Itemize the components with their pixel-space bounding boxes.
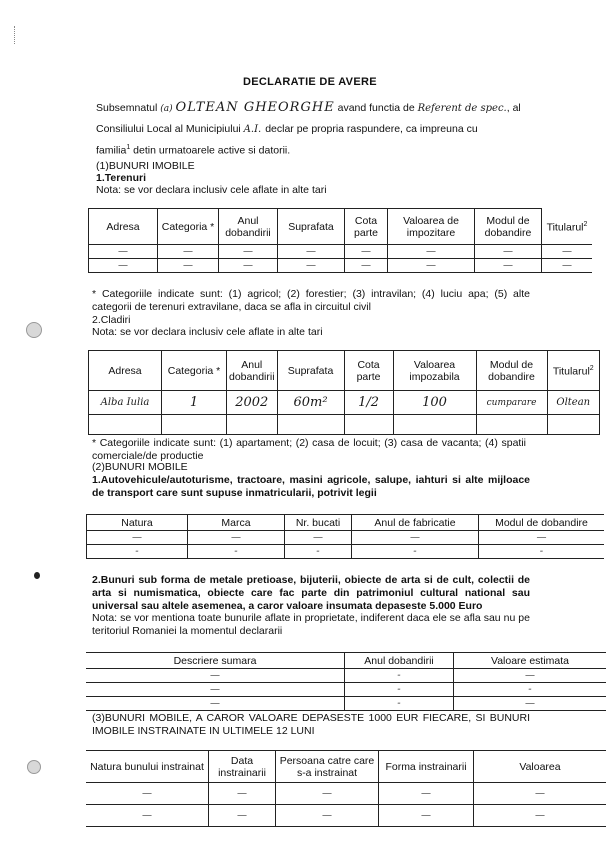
alien-cell: — [86,783,209,805]
intro-subsemnatul: Subsemnatul [96,102,158,114]
bld-col-categoria: Categoria * [162,351,227,391]
val-cell: - [345,683,454,697]
section-1-sub-2: 2.Cladiri [92,314,131,326]
building-footnote: * Categoriile indicate sunt: (1) apartament; (2) casa de locuit; (3) casa de vacanta; (4) spatii comerciale/de productie [92,437,526,462]
land-cell: — [542,245,593,259]
veh-cell: — [285,531,352,545]
alienated-table [86,750,606,827]
land-cell: — [278,245,345,259]
section-2-heading: (2)BUNURI MOBILE [92,461,188,473]
alien-col-valoarea: Valoarea [474,751,607,783]
section-1-note-1: Nota: se vor declara inclusiv cele aflate in alte tari [96,184,327,196]
alien-cell: — [209,783,276,805]
val-col-descriere: Descriere sumara [86,653,345,669]
veh-cell: — [87,531,188,545]
land-col-suprafata: Suprafata [278,209,345,245]
alien-col-persoana: Persoana catre care s-a instrainat [276,751,379,783]
valuables-row [86,683,606,697]
intro-function-label: avand functia de [337,102,415,114]
bld-cota-value: 1/2 [344,391,393,415]
land-cell: — [89,245,158,259]
val-cell: — [86,683,345,697]
declarant-name: OLTEAN GHEORGHE [175,100,335,115]
section-2-note-2: Nota: se vor mentiona toate bunurile aflate in proprietate, indiferent daca ele se afla sau nu pe teritoriul Romaniei la momentul declararii [92,612,530,637]
val-col-anul: Anul dobandirii [345,653,454,669]
veh-col-modul: Modul de dobandire [479,515,605,531]
section-2-sub-1: 1.Autovehicule/autoturisme, tractoare, masini agricole, salupe, iahturi si alte mijloace de transport care sunt supuse inmatricularii, potrivit legii [92,474,530,499]
veh-col-natura: Natura [87,515,188,531]
val-cell: — [454,697,607,711]
bld-anul-value: 2002 [227,391,278,415]
valuables-row [86,669,606,683]
land-cell: — [219,245,278,259]
veh-cell: - [352,545,479,559]
footnote-ref-1: 1 [126,144,131,151]
bld-cell-empty [393,415,476,435]
bld-valoarea-value: 100 [393,391,476,415]
alienated-header-row [86,751,606,783]
valuables-row [86,697,606,711]
vehicles-row [87,531,605,545]
binder-hole-top [26,322,42,338]
land-col-valoarea: Valoarea de impozitare [388,209,475,245]
bld-cell-empty [277,415,344,435]
bld-cell-empty [476,415,547,435]
bld-cell-empty [227,415,278,435]
land-table [88,208,592,273]
bld-titular-sup: 2 [589,365,594,373]
bld-col-suprafata: Suprafata [277,351,344,391]
land-row [89,245,593,259]
city-handwritten: A.I. [243,124,262,135]
land-col-adresa: Adresa [89,209,158,245]
bld-col-cota: Cota parte [344,351,393,391]
intro-declare: declar pe propria raspundere, ca impreuna cu [265,123,478,135]
land-cell: — [89,259,158,273]
alienated-row [86,805,606,827]
alien-col-forma: Forma instrainarii [379,751,474,783]
val-cell: — [86,669,345,683]
bld-col-modul: Modul de dobandire [476,351,547,391]
alien-cell: — [209,805,276,827]
ink-blot [34,572,40,579]
veh-cell: - [188,545,285,559]
bld-col-anul: Anul dobandirii [227,351,278,391]
building-row-empty [89,415,600,435]
bld-cell-empty [547,415,599,435]
binder-hole-bottom [27,760,41,774]
building-table [88,350,600,435]
alien-cell: — [379,805,474,827]
intro-line-2 [96,123,478,136]
intro-line-3 [96,141,290,158]
veh-cell: - [285,545,352,559]
section-3-heading: (3)BUNURI MOBILE, A CAROR VALOARE DEPASESTE 1000 EUR FIECARE, SI BUNURI IMOBILE INSTRAINATE IN ULTIMELE 12 LUNI [92,712,530,737]
bld-titular-label: Titularul [552,365,590,378]
bld-col-titular [547,351,599,391]
alienated-row [86,783,606,805]
veh-cell: - [479,545,605,559]
val-cell: - [345,669,454,683]
veh-cell: — [188,531,285,545]
land-col-modul: Modul de dobandire [475,209,542,245]
alien-col-data: Data instrainarii [209,751,276,783]
vehicles-row [87,545,605,559]
veh-col-nr: Nr. bucati [285,515,352,531]
alien-col-natura: Natura bunului instrainat [86,751,209,783]
land-cell: — [158,259,219,273]
land-col-cota: Cota parte [345,209,388,245]
veh-col-anul: Anul de fabricatie [352,515,479,531]
bld-modul-value: cumparare [476,391,547,415]
bld-col-valoarea: Valoarea impozabila [393,351,476,391]
alien-cell: — [474,783,607,805]
land-cell: — [345,259,388,273]
declarant-function: Referent de spec. [417,103,507,114]
veh-cell: - [87,545,188,559]
vehicles-table [86,514,604,559]
land-cell: — [219,259,278,273]
veh-cell: — [479,531,605,545]
val-cell: - [454,683,607,697]
section-1-note-2: Nota: se vor declara inclusiv cele aflate in alte tari [92,326,323,338]
land-col-anul: Anul dobandirii [219,209,278,245]
valuables-header-row [86,653,606,669]
land-col-titular [542,209,593,245]
bld-categoria-value: 1 [162,391,227,415]
land-cell: — [475,259,542,273]
section-1-sub-1: 1.Terenuri [96,172,146,184]
land-cell: — [388,259,475,273]
bld-titular-value: Oltean [547,391,599,415]
land-titular-sup: 2 [583,221,588,228]
intro-line-1 [96,101,521,116]
alien-cell: — [379,783,474,805]
land-header-row [89,209,593,245]
bld-cell-empty [344,415,393,435]
intro-sex-mark: (a) [160,104,173,114]
val-cell: — [86,697,345,711]
vehicles-header-row [87,515,605,531]
intro-familia: familia [96,144,127,157]
land-footnote: * Categoriile indicate sunt: (1) agricol; (2) forestier; (3) intravilan; (4) luciu apa; (5) alte categorii de terenuri extravilane, daca se afla in circuitul civil [92,288,530,313]
land-cell: — [345,245,388,259]
alien-cell: — [86,805,209,827]
alien-cell: — [276,805,379,827]
val-cell: - [345,697,454,711]
land-cell: — [388,245,475,259]
bld-cell-empty [89,415,162,435]
bld-cell-empty [162,415,227,435]
bld-col-adresa: Adresa [89,351,162,391]
alien-cell: — [474,805,607,827]
bld-suprafata-value: 60m² [277,391,344,415]
land-cell: — [158,245,219,259]
valuables-table [86,652,606,711]
bld-adresa-value: Alba Iulia [89,391,162,415]
land-cell: — [278,259,345,273]
land-titular-label: Titularul [546,221,584,234]
alien-cell: — [276,783,379,805]
building-header-row [89,351,600,391]
intro-assets: detin urmatoarele active si datorii. [133,144,291,157]
veh-col-marca: Marca [188,515,285,531]
intro-comma: , al [506,102,521,114]
val-cell: — [454,669,607,683]
veh-cell: — [352,531,479,545]
page-title: DECLARATIE DE AVERE [243,76,377,88]
building-row [89,391,600,415]
val-col-valoare: Valoare estimata [454,653,607,669]
section-2-sub-2: 2.Bunuri sub forma de metale pretioase, bijuterii, obiecte de arta si de cult, colectii de arta si numismatica, obiecte care fac parte din patrimoniul cultural national sau universal sau altele asemenea, a caror valoare insumata depaseste 5.000 Euro [92,574,530,612]
land-cell: — [542,259,593,273]
land-col-categoria: Categoria * [158,209,219,245]
scan-margin-marks [14,26,17,44]
land-cell: — [475,245,542,259]
section-1-heading: (1)BUNURI IMOBILE [96,160,195,172]
land-row [89,259,593,273]
intro-council: Consiliului Local al Municipiului [96,123,241,135]
